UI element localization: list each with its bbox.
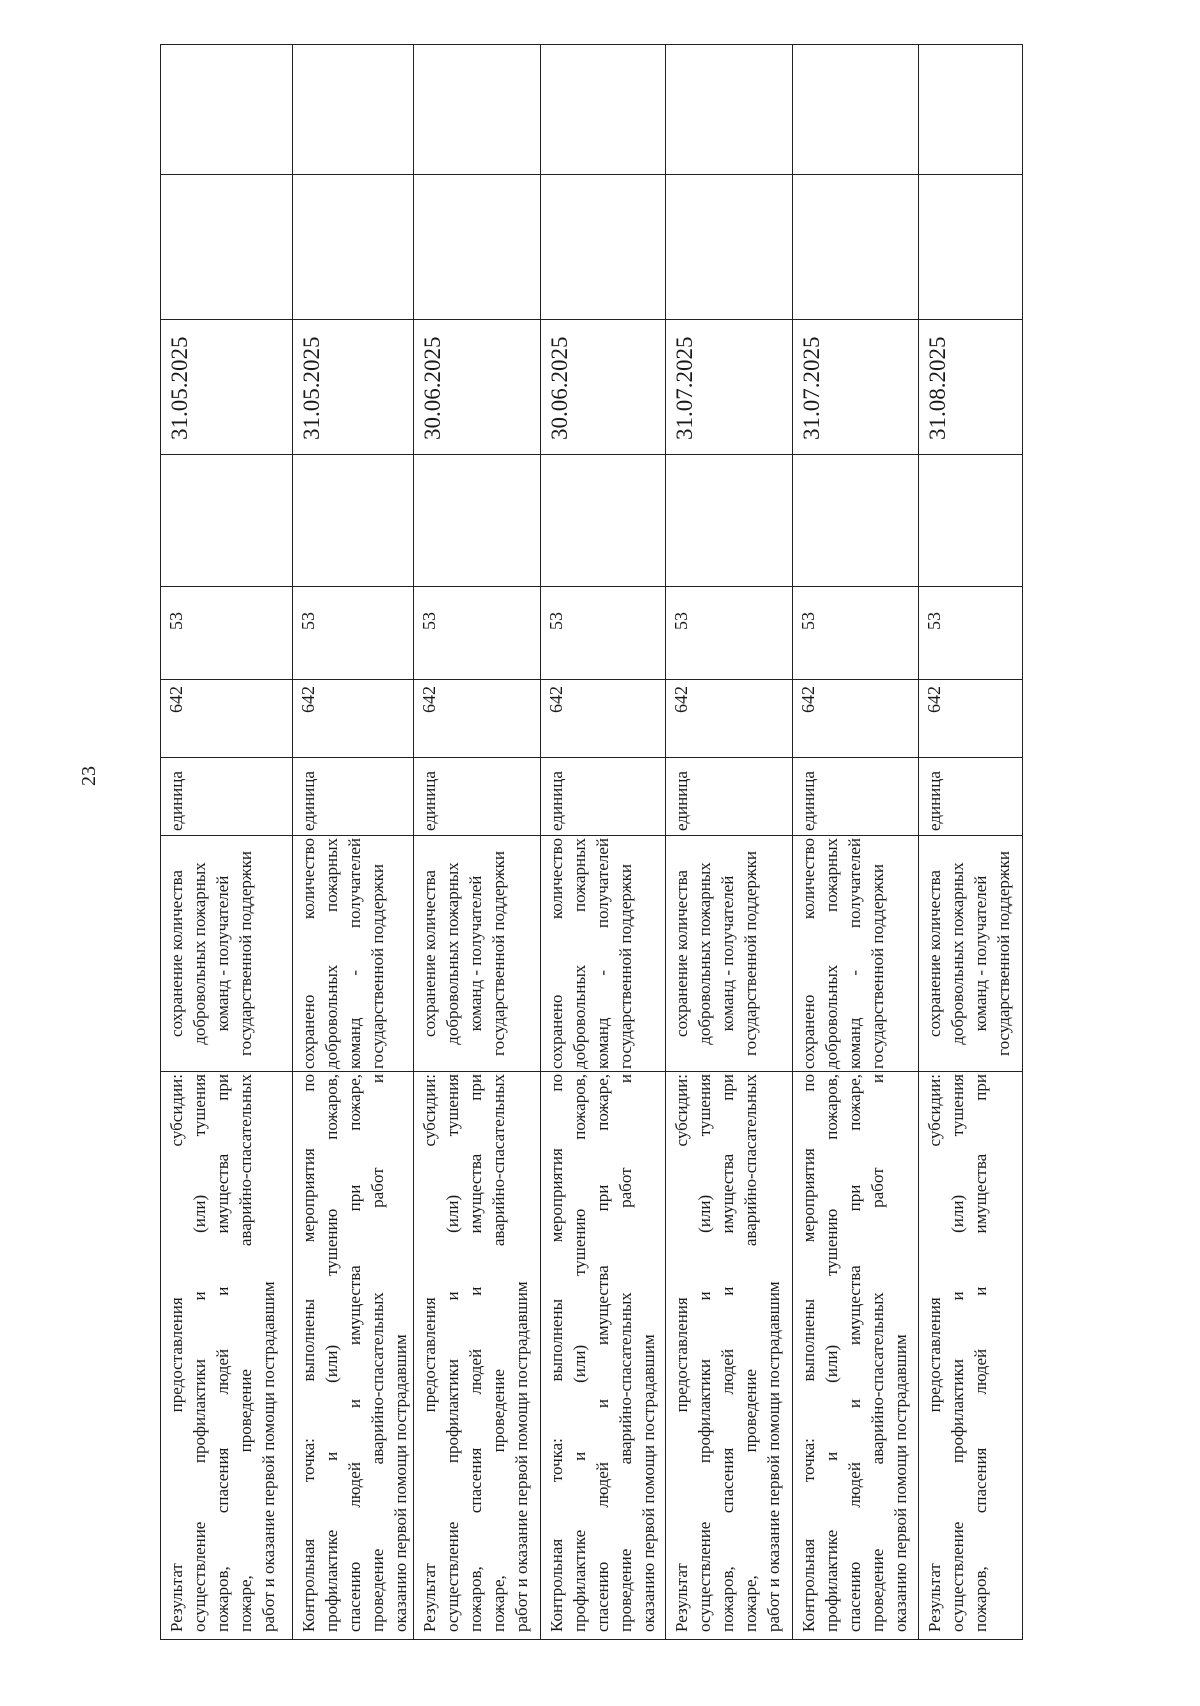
description-cell (541, 1071, 666, 1639)
description-line: спасению людей и имущества при пожаре, (593, 1074, 612, 1632)
date-cell: 31.05.2025 (161, 319, 293, 454)
description-line: пожаров, спасения людей и имущества при (718, 1074, 737, 1632)
description-line: Результат предоставления субсидии: (420, 1074, 439, 1632)
indicator-cell (793, 835, 919, 1071)
description-line: пожаров, спасения людей и имущества при (466, 1074, 485, 1632)
indicator-line: команд - получателей (593, 838, 612, 1069)
description-line: проведение аварийно-спасательных работ и (368, 1074, 387, 1632)
description-line: пожаров, спасения людей и имущества при (971, 1074, 990, 1632)
empty-cell (541, 174, 666, 319)
description-line: Результат предоставления субсидии: (672, 1074, 691, 1632)
indicator-line: добровольных пожарных (570, 838, 589, 1069)
empty-cell (666, 174, 793, 319)
okei-code-cell: 642 (541, 679, 666, 757)
indicator-cell (414, 835, 541, 1071)
indicator-line: добровольных пожарных (822, 838, 841, 1069)
unit-cell: единица (541, 757, 666, 835)
empty-cell (793, 174, 919, 319)
description-line: пожаре, проведение аварийно-спасательных (741, 1074, 760, 1632)
description-line: Результат предоставления субсидии: (167, 1074, 186, 1632)
description-line: осуществление профилактики и (или) тушения (443, 1074, 462, 1632)
description-line: спасению людей и имущества при пожаре, (345, 1074, 364, 1632)
okei-code-cell: 642 (293, 679, 414, 757)
page-number: 23 (78, 766, 100, 786)
description-line: Контрольная точка: выполнены мероприятия по (299, 1074, 318, 1632)
empty-cell (666, 454, 793, 586)
value-cell: 53 (541, 586, 666, 679)
description-line: профилактике и (или) тушению пожаров, (322, 1074, 341, 1632)
unit-cell: единица (414, 757, 541, 835)
empty-cell (293, 174, 414, 319)
description-line: оказанию первой помощи пострадавшим (891, 1334, 910, 1632)
indicator-line: добровольных пожарных (695, 862, 714, 1045)
description-line: пожаре, проведение аварийно-спасательных (236, 1074, 255, 1632)
indicator-line: сохранение количества (925, 870, 944, 1037)
description-line: работ и оказание первой помощи пострадавшим (764, 1281, 783, 1632)
indicator-line: сохранено количество (799, 838, 818, 1069)
description-line: спасению людей и имущества при пожаре, (845, 1074, 864, 1632)
value-cell: 53 (666, 586, 793, 679)
date-cell: 31.08.2025 (919, 319, 1023, 454)
description-line: профилактике и (или) тушению пожаров, (822, 1074, 841, 1632)
description-line: осуществление профилактики и (или) тушения (695, 1074, 714, 1632)
description-line: Контрольная точка: выполнены мероприятия по (547, 1074, 566, 1632)
empty-cell (293, 454, 414, 586)
description-line: работ и оказание первой помощи пострадавшим (259, 1281, 278, 1632)
description-line: осуществление профилактики и (или) тушения (190, 1074, 209, 1632)
unit-cell: единица (666, 757, 793, 835)
description-cell (414, 1071, 541, 1639)
description-line: осуществление профилактики и (или) тушения (948, 1074, 967, 1632)
indicator-line: сохранено количество (547, 838, 566, 1069)
date-cell: 31.05.2025 (293, 319, 414, 454)
indicator-line: команд - получателей (718, 875, 737, 1032)
indicator-line: команд - получателей (345, 838, 364, 1069)
indicator-line: добровольных пожарных (443, 862, 462, 1045)
indicator-cell (919, 835, 1023, 1071)
empty-cell (293, 44, 414, 174)
empty-cell (666, 44, 793, 174)
description-cell (666, 1071, 793, 1639)
indicator-line: добровольных пожарных (948, 862, 967, 1045)
description-line: работ и оказание первой помощи пострадавшим (512, 1281, 531, 1632)
empty-cell (161, 454, 293, 586)
indicator-line: сохранение количества (167, 870, 186, 1037)
unit-cell: единица (793, 757, 919, 835)
indicator-line: государственной поддержки (236, 851, 255, 1056)
indicator-line: государственной поддержки (368, 864, 387, 1069)
indicator-line: команд - получателей (971, 875, 990, 1032)
value-cell: 53 (293, 586, 414, 679)
description-line: пожаре, проведение аварийно-спасательных (489, 1074, 508, 1632)
description-line: Результат предоставления субсидии: (925, 1074, 944, 1632)
value-cell: 53 (414, 586, 541, 679)
empty-cell (541, 454, 666, 586)
indicator-line: сохранено количество (299, 838, 318, 1069)
date-cell: 30.06.2025 (541, 319, 666, 454)
okei-code-cell: 642 (161, 679, 293, 757)
indicator-line: государственной поддержки (616, 864, 635, 1069)
unit-cell: единица (293, 757, 414, 835)
indicator-line: государственной поддержки (994, 851, 1013, 1056)
description-cell (919, 1071, 1023, 1639)
description-line: профилактике и (или) тушению пожаров, (570, 1074, 589, 1632)
empty-cell (793, 44, 919, 174)
empty-cell (919, 44, 1023, 174)
date-cell: 31.07.2025 (793, 319, 919, 454)
plan-table (160, 44, 1023, 1640)
description-cell (293, 1071, 414, 1639)
unit-cell: единица (919, 757, 1023, 835)
empty-cell (919, 174, 1023, 319)
description-line: пожаров, спасения людей и имущества при (213, 1074, 232, 1632)
empty-cell (414, 454, 541, 586)
empty-cell (414, 174, 541, 319)
unit-cell: единица (161, 757, 293, 835)
description-cell (793, 1071, 919, 1639)
indicator-line: добровольных пожарных (190, 862, 209, 1045)
indicator-line: сохранение количества (672, 870, 691, 1037)
description-line: Контрольная точка: выполнены мероприятия по (799, 1074, 818, 1632)
empty-cell (541, 44, 666, 174)
empty-cell (161, 174, 293, 319)
indicator-cell (161, 835, 293, 1071)
description-line: проведение аварийно-спасательных работ и (868, 1074, 887, 1632)
indicator-line: государственной поддержки (489, 851, 508, 1056)
okei-code-cell: 642 (414, 679, 541, 757)
value-cell: 53 (919, 586, 1023, 679)
okei-code-cell: 642 (919, 679, 1023, 757)
description-line: оказанию первой помощи пострадавшим (639, 1334, 658, 1632)
empty-cell (161, 44, 293, 174)
okei-code-cell: 642 (666, 679, 793, 757)
date-cell: 31.07.2025 (666, 319, 793, 454)
indicator-cell (541, 835, 666, 1071)
value-cell: 53 (793, 586, 919, 679)
indicator-line: команд - получателей (845, 838, 864, 1069)
empty-cell (414, 44, 541, 174)
empty-cell (793, 454, 919, 586)
okei-code-cell: 642 (793, 679, 919, 757)
indicator-line: команд - получателей (466, 875, 485, 1032)
indicator-line: государственной поддержки (868, 864, 887, 1069)
description-line: оказанию первой помощи пострадавшим (391, 1334, 410, 1632)
indicator-line: команд - получателей (213, 875, 232, 1032)
description-cell (161, 1071, 293, 1639)
value-cell: 53 (161, 586, 293, 679)
indicator-cell (293, 835, 414, 1071)
description-line: проведение аварийно-спасательных работ и (616, 1074, 635, 1632)
indicator-line: сохранение количества (420, 870, 439, 1037)
empty-cell (919, 454, 1023, 586)
indicator-line: государственной поддержки (741, 851, 760, 1056)
indicator-line: добровольных пожарных (322, 838, 341, 1069)
date-cell: 30.06.2025 (414, 319, 541, 454)
indicator-cell (666, 835, 793, 1071)
